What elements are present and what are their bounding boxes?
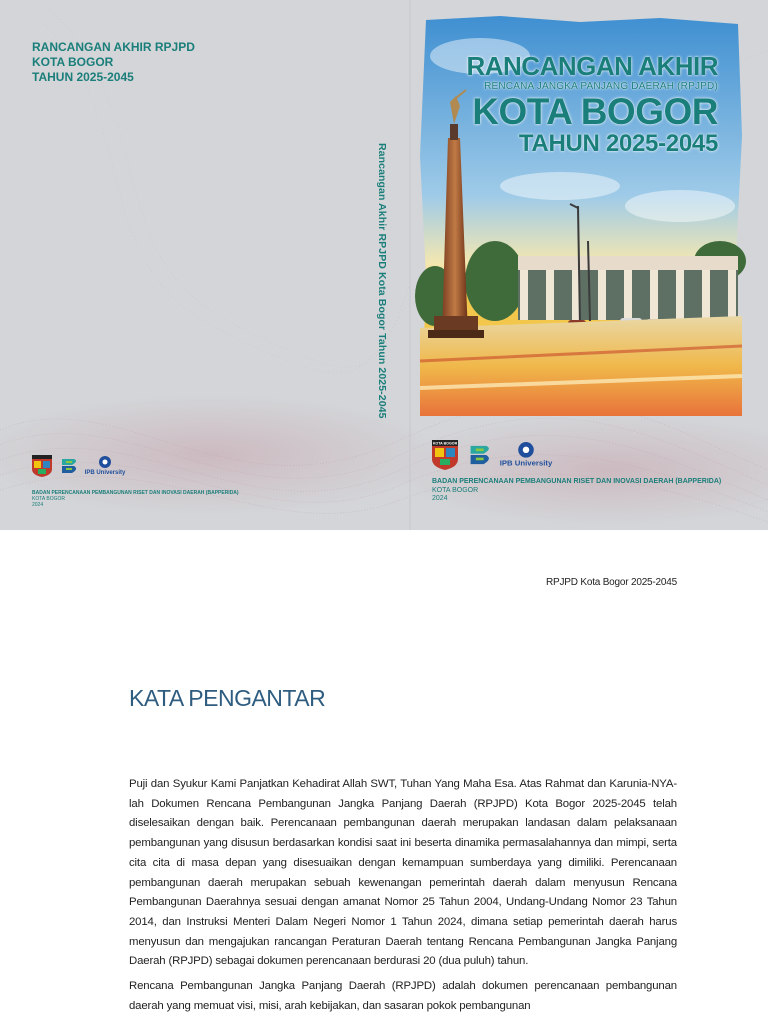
front-cover-title xyxy=(420,52,718,157)
spine-text: Rancangan Akhir RPJPD Kota Bogor Tahun 2025-2045 xyxy=(376,143,388,419)
body-text xyxy=(129,775,677,1021)
ipb-university-logo-icon xyxy=(84,455,126,477)
document-page xyxy=(0,530,768,1024)
paragraph: Rencana Pembangunan Jangka Panjang Daerah (RPJPD) adalah dokumen perencanaan pembangunan daerah yang memuat visi, misi, arah kebijakan, dan sasaran pokok pembangunan xyxy=(129,980,677,1012)
institution-year: 2024 xyxy=(432,495,448,502)
institution-city: KOTA BOGOR xyxy=(432,486,479,494)
back-cover-logos xyxy=(32,455,126,477)
front-cover-title-line1: RANCANGAN AKHIR xyxy=(466,51,718,81)
back-cover-title-line: KOTA BOGOR xyxy=(32,55,114,69)
ipb-university-label: IPB University xyxy=(499,458,553,468)
back-cover-title xyxy=(32,40,195,85)
paragraph: Puji dan Syukur Kami Panjatkan Kehadirat Allah SWT, Tuhan Yang Maha Esa. Atas Rahmat dan Karunia-NYA-lah Dokumen Rencana Pembangunan Jangka Panjang Daerah (RPJPD) Kota Bogor 2025-2045 telah diselesaikan dengan baik. Perencanaan pembangunan daerah merupakan landasan dalam pelaksanaan pembangunan yang disusun berdasarkan kondisi saat ini beserta dinamika permasalahannya dan mimpi, serta cita cita di masa depan yang disesuaikan dengan kemampuan sumberdaya yang dimiliki. Perencanaan pembangunan daerah merupakan sebuah kewenangan pemerintah daerah dalam menyusun Rencana Pembangunan Daerahnya sesuai dengan amanat Nomor 25 Tahun 2004, Undang-Undang Nomor 23 Tahun 2014, dan Instruksi Menteri Dalam Negeri Nomor 1 Tahun 2024, dimana setiap pemerintah daerah harus menyusun dan mengajukan rancangan Peraturan Daerah tentang Rencana Pembangunan Jangka Panjang Daerah (RPJPD) sebagai dokumen perencanaan berdurasi 20 (dua puluh) tahun. xyxy=(129,778,677,968)
ipb-university-logo-icon xyxy=(499,440,553,470)
ipb-university-label: IPB University xyxy=(84,470,126,476)
front-cover-institution xyxy=(432,478,721,504)
kota-bogor-crest-icon xyxy=(32,455,52,477)
section-heading: KATA PENGANTAR xyxy=(129,685,326,711)
bapperida-logo-icon xyxy=(60,456,80,476)
kota-bogor-crest-icon xyxy=(432,440,458,470)
crest-label: KOTA BOGOR xyxy=(432,441,458,446)
running-header: RPJPD Kota Bogor 2025-2045 xyxy=(546,577,677,588)
front-cover-logos xyxy=(432,440,553,470)
front-cover-title-line3: KOTA BOGOR xyxy=(472,91,718,132)
institution-name: BADAN PERENCANAAN PEMBANGUNAN RISET DAN INOVASI DAERAH (BAPPERIDA) xyxy=(432,478,722,485)
bapperida-logo-icon xyxy=(468,442,494,468)
back-cover-institution xyxy=(32,490,239,508)
front-cover-title-line2: RENCANA JANGKA PANJANG DAERAH (RPJPD) xyxy=(484,81,718,92)
institution-city: KOTA BOGOR xyxy=(32,496,65,502)
front-cover-title-line4: TAHUN 2025-2045 xyxy=(518,130,718,157)
institution-name: BADAN PERENCANAAN PEMBANGUNAN RISET DAN INOVASI DAERAH (BAPPERIDA) xyxy=(32,490,239,496)
institution-year: 2024 xyxy=(32,502,44,508)
back-cover-title-line: RANCANGAN AKHIR RPJPD xyxy=(32,40,195,54)
back-cover-title-line: TAHUN 2025-2045 xyxy=(32,70,134,84)
